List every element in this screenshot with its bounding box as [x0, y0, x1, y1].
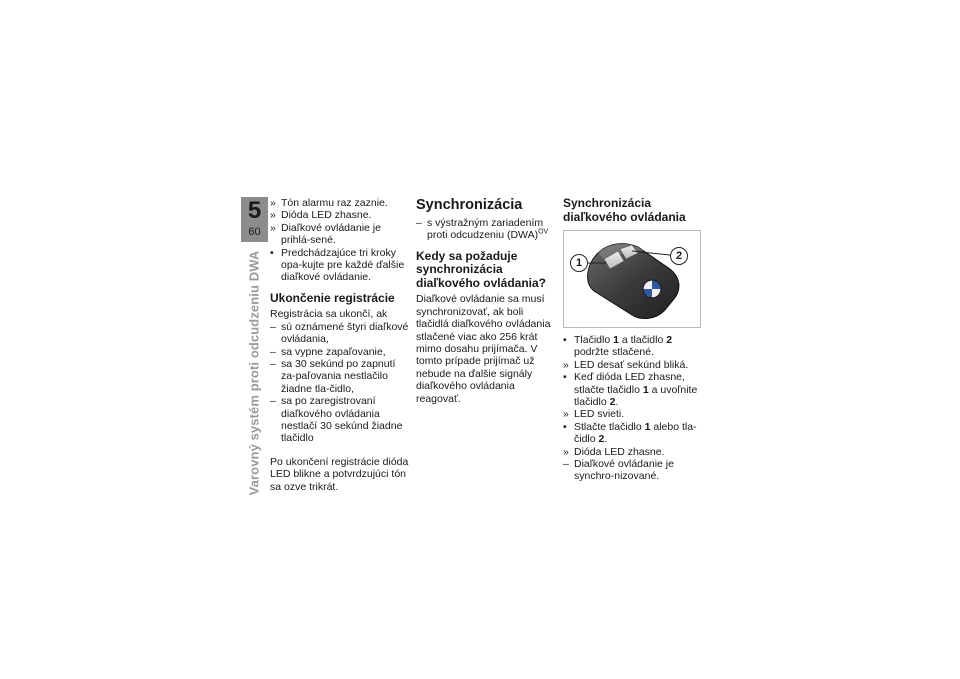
button-ref: 2 — [666, 334, 673, 346]
button-ref: 2 — [609, 396, 616, 409]
button-ref: 1 — [642, 383, 649, 396]
chapter-title: Varovný systém proti odcudzeniu DWA — [246, 250, 262, 496]
callout-2: 2 — [670, 247, 688, 265]
step-text: . — [615, 396, 619, 409]
callout-1: 1 — [570, 254, 588, 272]
button-ref: 1 — [644, 420, 651, 433]
list-item — [270, 346, 410, 358]
column-1 — [270, 197, 410, 493]
step-text: LED svieti. — [574, 408, 625, 421]
chapter-tab — [241, 197, 268, 242]
chapter-number: 5 — [247, 197, 262, 224]
list-marker: • — [563, 334, 567, 346]
option-superscript: OV — [538, 228, 549, 236]
button-ref: 1 — [613, 334, 619, 346]
section-intro: Registrácia sa ukončí, ak — [270, 308, 388, 321]
step-text: . — [604, 433, 608, 446]
list-marker: – — [270, 320, 276, 333]
list-marker: » — [563, 408, 569, 421]
list-item-text: Predchádzajúce tri kroky opa-kujte pre každé ďalšie diaľkové ovládanie. — [281, 246, 405, 284]
sync-steps-list — [563, 334, 703, 483]
column-2 — [416, 197, 556, 405]
step-text: podržte stlačené. — [574, 346, 654, 359]
list-item-text: Tón alarmu raz zaznie. — [281, 197, 388, 209]
step-text: a tlačidlo — [618, 334, 667, 346]
list-item — [270, 197, 410, 209]
list-item — [270, 222, 410, 247]
list-marker: • — [270, 246, 274, 259]
list-marker: – — [416, 217, 422, 229]
list-marker: » — [270, 209, 276, 222]
list-item — [563, 458, 703, 483]
list-item — [563, 359, 703, 371]
option-text: s výstražným zariadením proti odcudzeniu (DWA) — [427, 217, 544, 242]
closing-paragraph: Po ukončení registrácie dióda LED blikne a potvrdzujúci tón sa ozve trikrát. — [270, 455, 409, 493]
section-heading-remote-sync: Synchronizácia diaľkového ovládania — [563, 196, 686, 224]
list-item-text: sa vypne zapaľovanie, — [281, 345, 386, 358]
step-text: Keď dióda LED zhasne, stlačte tlačidlo — [574, 371, 685, 396]
list-item — [563, 421, 703, 446]
remote-key-illustration — [564, 231, 700, 327]
list-marker: » — [563, 358, 569, 371]
list-marker: » — [270, 221, 276, 234]
list-item — [563, 371, 703, 408]
condition-list — [270, 321, 410, 445]
step-text: alebo tla-čidlo — [574, 420, 697, 446]
page-number: 60 — [248, 226, 261, 238]
list-item-text: sú oznámené štyri diaľkové ovládania, — [281, 320, 409, 346]
list-item — [563, 408, 703, 420]
subheading-when-required: Kedy sa požaduje synchronizácia diaľkového ovládania? — [416, 248, 546, 290]
remote-key-figure — [563, 230, 701, 328]
list-item-text: Dióda LED zhasne. — [281, 209, 372, 222]
step-text: Dióda LED zhasne. — [574, 445, 665, 458]
list-item — [270, 209, 410, 221]
list-item — [563, 446, 703, 458]
list-item — [270, 321, 410, 346]
list-item — [563, 334, 703, 359]
list-marker: – — [563, 458, 569, 471]
list-item — [270, 247, 410, 284]
section-heading-end-registration: Ukončenie registrácie — [270, 290, 395, 305]
list-marker: – — [270, 345, 276, 358]
list-item-text: sa po zaregistrovaní diaľkového ovládania nestlačí 30 sekúnd žiadne tlačidlo — [281, 395, 403, 445]
list-item — [270, 358, 410, 395]
list-item — [416, 217, 556, 242]
button-ref: 2 — [598, 433, 605, 446]
step-text: Tlačidlo — [574, 334, 614, 346]
option-list — [416, 217, 556, 242]
list-marker: – — [270, 395, 276, 408]
list-item — [270, 395, 410, 445]
list-marker: • — [563, 420, 567, 433]
list-item-text: sa 30 sekúnd po zapnutí za-paľovania nestlačilo žiadne tla-čidlo, — [281, 357, 396, 395]
step-text: a uvoľnite tlačidlo — [574, 383, 698, 409]
result-list — [270, 197, 410, 284]
section-heading-synchronization: Synchronizácia — [416, 197, 523, 213]
list-marker: – — [270, 357, 276, 370]
list-marker: • — [563, 371, 567, 384]
step-text: LED desať sekúnd bliká. — [574, 358, 689, 371]
list-item-text: Diaľkové ovládanie je prihlá-sené. — [281, 221, 381, 247]
list-marker: » — [563, 445, 569, 458]
list-marker: » — [270, 197, 276, 209]
step-text: Diaľkové ovládanie je synchro-nizované. — [574, 458, 674, 483]
step-text: Stlačte tlačidlo — [574, 420, 645, 433]
column-3 — [563, 197, 703, 483]
body-paragraph: Diaľkové ovládanie sa musí synchronizovať, ak boli tlačidlá diaľkového ovládania stlačené viac ako 256 krát mimo dosahu prijímača. V tomto prípade prijímač už nebude na ďalšie signály diaľkového ovládania reagovať. — [416, 293, 551, 405]
